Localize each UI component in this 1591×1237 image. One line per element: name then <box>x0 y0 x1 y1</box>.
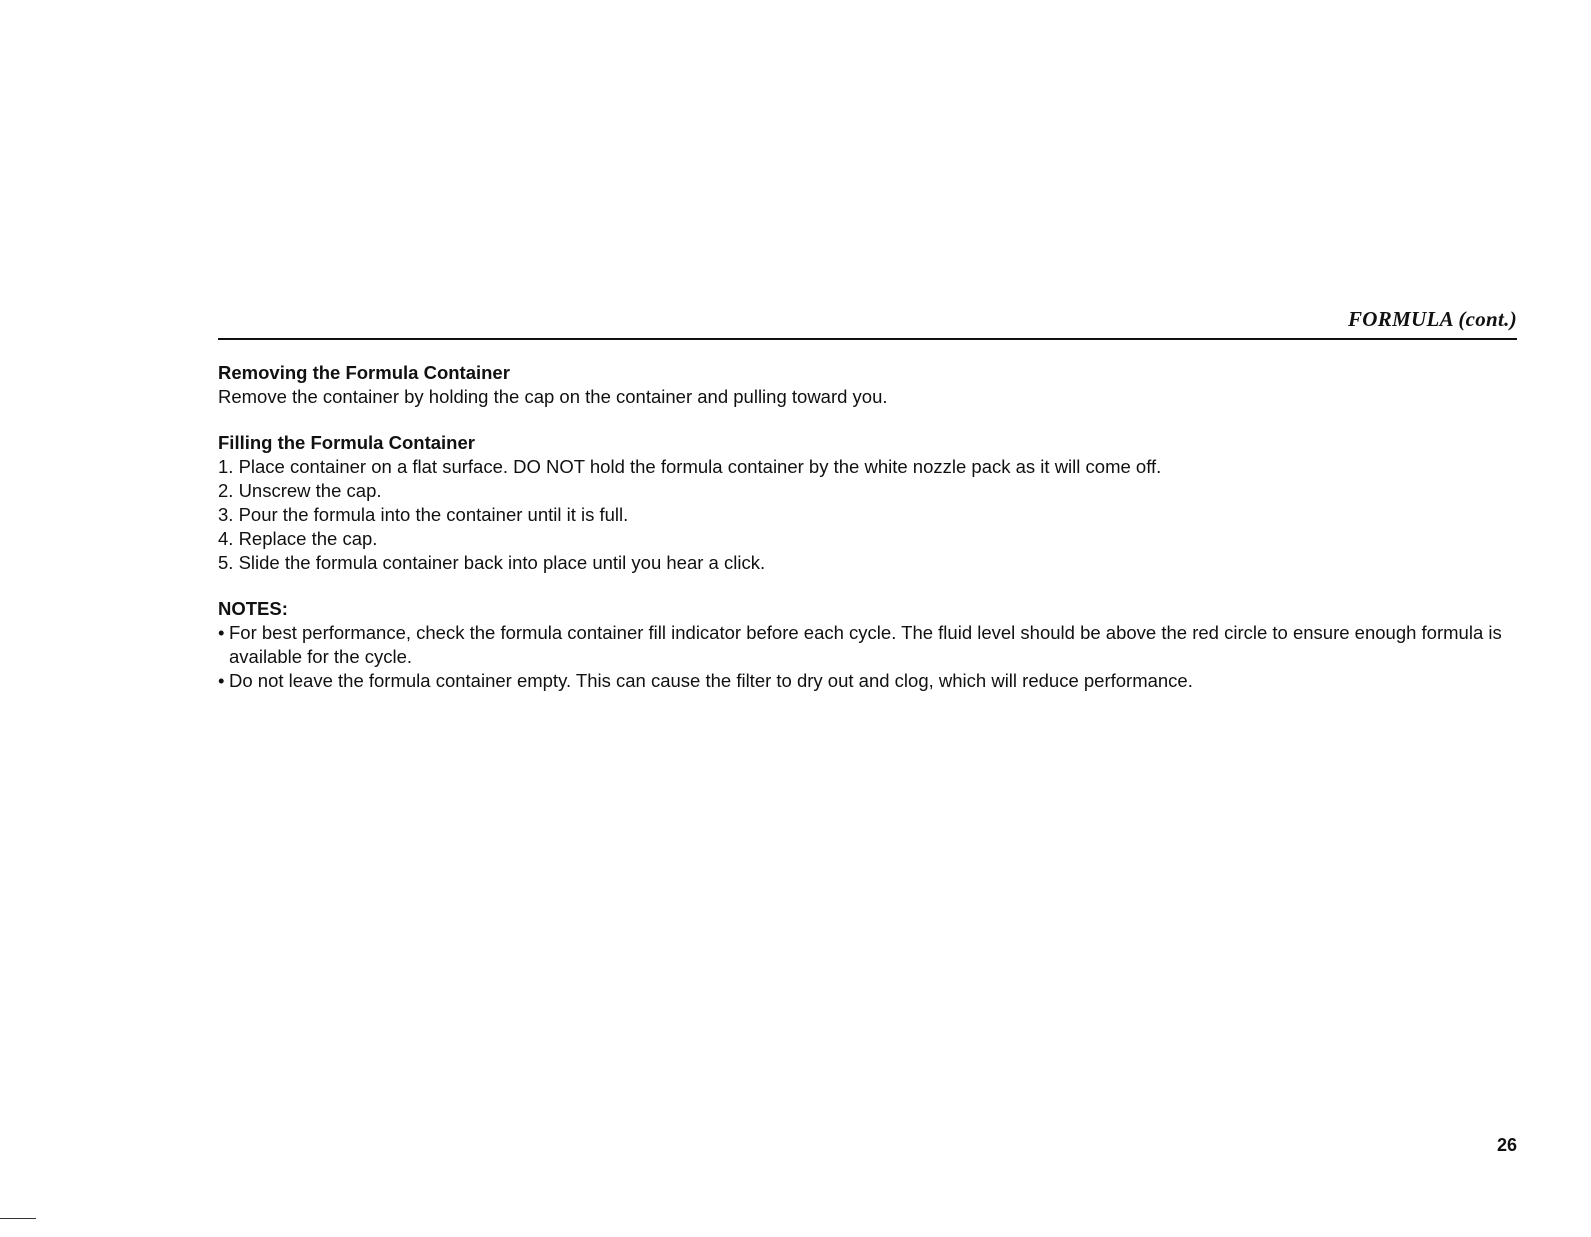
filling-section <box>218 431 1538 575</box>
removing-text: Remove the container by holding the cap on the container and pulling toward you. <box>218 386 888 407</box>
removing-heading: Removing the Formula Container <box>218 362 510 383</box>
filling-step-3: 3. Pour the formula into the container until it is full. <box>218 504 629 525</box>
filling-step-4: 4. Replace the cap. <box>218 528 378 549</box>
header-rule <box>218 338 1517 340</box>
filling-step-5: 5. Slide the formula container back into place until you hear a click. <box>218 552 766 573</box>
notes-section <box>218 597 1538 693</box>
corner-mark <box>0 1218 36 1219</box>
section-title: FORMULA (cont.) <box>1347 307 1517 331</box>
page-number: 26 <box>1496 1135 1517 1155</box>
filling-steps <box>218 455 1538 575</box>
filling-step-1: 1. Place container on a flat surface. DO NOT hold the formula container by the white nozzle pack as it will come off. <box>218 456 1162 477</box>
notes-heading: NOTES: <box>218 598 288 619</box>
removing-section <box>218 361 1538 409</box>
page-content <box>218 361 1538 715</box>
note-item-2: • Do not leave the formula container empty. This can cause the filter to dry out and clog, which will reduce performance. <box>218 669 1538 693</box>
note-item-1: • For best performance, check the formula container fill indicator before each cycle. The fluid level should be above the red circle to ensure enough formula is available for the cycle. <box>218 621 1538 669</box>
notes-list <box>218 621 1538 693</box>
filling-step-2: 2. Unscrew the cap. <box>218 480 382 501</box>
filling-heading: Filling the Formula Container <box>218 432 475 453</box>
